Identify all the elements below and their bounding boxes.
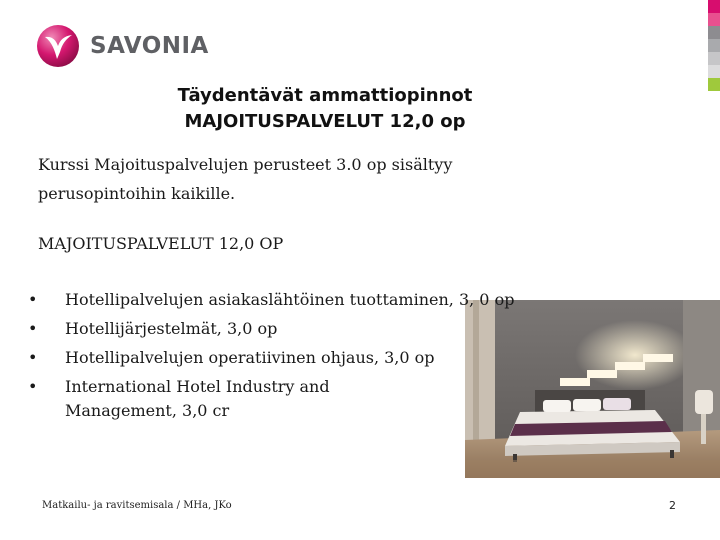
list-item-text: International Hotel Industry and Management, 3,0 cr	[65, 377, 330, 420]
list-item-text: Hotellijärjestelmät, 3,0 op	[65, 319, 278, 338]
bullet-marker: •	[28, 319, 38, 338]
color-bar-segment	[708, 65, 720, 78]
intro-line1: Kurssi Majoituspalvelujen perusteet 3.0 op sisältyy	[38, 155, 453, 174]
list-item	[28, 317, 585, 341]
color-bar-segment	[708, 39, 720, 52]
course-list	[28, 288, 585, 428]
brand-color-bar	[708, 0, 720, 97]
intro-text	[38, 150, 598, 208]
bullet-marker: •	[28, 290, 38, 309]
intro-line2: perusopintoihin kaikille.	[38, 184, 236, 203]
slide-title	[120, 83, 530, 135]
bullet-marker: •	[28, 348, 38, 367]
list-item	[28, 346, 585, 370]
color-bar-segment	[708, 26, 720, 39]
page-number: 2	[669, 499, 676, 512]
list-item-text: Hotellipalvelujen operatiivinen ohjaus, 3,0 op	[65, 348, 435, 367]
brand-name: SAVONIA	[90, 33, 209, 59]
list-item	[28, 288, 585, 312]
savonia-logo	[36, 24, 209, 70]
savonia-logo-icon	[36, 24, 80, 68]
color-bar-segment	[708, 0, 720, 13]
list-item	[28, 375, 395, 423]
slide-title-line1: Täydentävät ammattiopinnot	[177, 85, 473, 106]
slide-title-line2: MAJOITUSPALVELUT 12,0 op	[184, 111, 466, 132]
list-item-text: Hotellipalvelujen asiakaslähtöinen tuottaminen, 3, 0 op	[65, 290, 515, 309]
color-bar-segment	[708, 52, 720, 65]
color-bar-segment	[708, 13, 720, 26]
footer-text: Matkailu- ja ravitsemisala / MHa, JKo	[42, 500, 232, 511]
color-bar-segment	[708, 78, 720, 91]
section-heading: MAJOITUSPALVELUT 12,0 OP	[38, 234, 284, 253]
bullet-marker: •	[28, 377, 38, 396]
